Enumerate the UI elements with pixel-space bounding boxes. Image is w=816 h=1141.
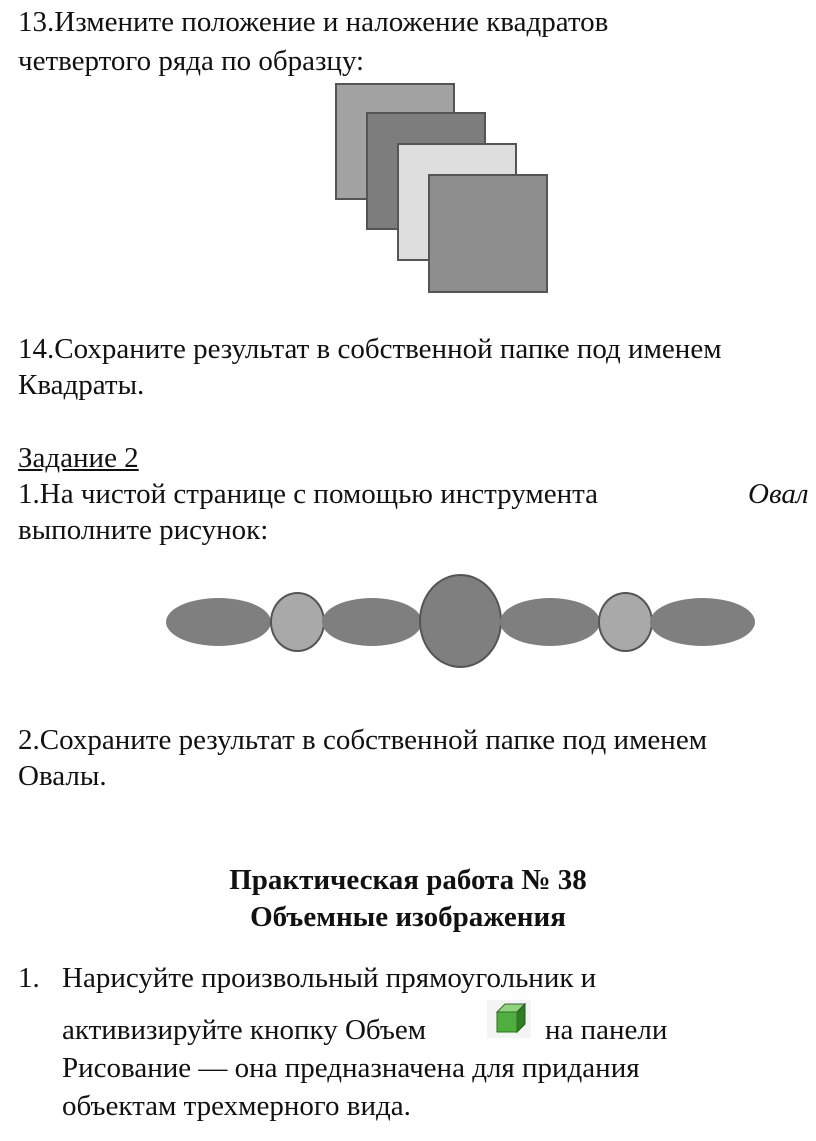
oval-2: [322, 598, 422, 646]
item-line2-post: на панели: [545, 1014, 668, 1046]
3d-cube-icon: [487, 1000, 531, 1038]
big-oval-center: [419, 574, 502, 668]
circle-1: [270, 592, 325, 652]
item-line2-pre: активизируйте кнопку Объем: [62, 1014, 427, 1046]
task2-heading: Задание 2: [18, 442, 139, 474]
practical-subtitle: Объемные изображения: [250, 901, 566, 933]
task13-line1: 13.Измените положение и наложение квадратов: [18, 6, 609, 38]
item-line3: Рисование — она предназначена для придания: [62, 1052, 640, 1084]
task14-line2: Квадраты.: [18, 369, 145, 401]
item-line1: Нарисуйте произвольный прямоугольник и: [62, 962, 597, 994]
square-4: [428, 174, 548, 293]
oval-4: [650, 598, 755, 646]
circle-2: [598, 592, 653, 652]
task2-step2-line2: Овалы.: [18, 760, 107, 792]
oval-1: [166, 598, 271, 646]
task14-line1: 14.Сохраните результат в собственной папке под именем: [18, 333, 722, 365]
oval-tool-name: Овал: [748, 478, 809, 510]
task13-line2: четвертого ряда по образцу:: [18, 45, 365, 77]
item-line4: объектам трехмерного вида.: [62, 1090, 411, 1122]
task2-step2-line1: 2.Сохраните результат в собственной папке под именем: [18, 724, 708, 756]
practical-title: Практическая работа № 38: [229, 864, 587, 896]
oval-3: [500, 598, 600, 646]
task2-step1-line2: выполните рисунок:: [18, 514, 269, 546]
item-number: 1.: [18, 962, 40, 994]
task2-step1-line1: 1.На чистой странице с помощью инструмента: [18, 478, 599, 510]
